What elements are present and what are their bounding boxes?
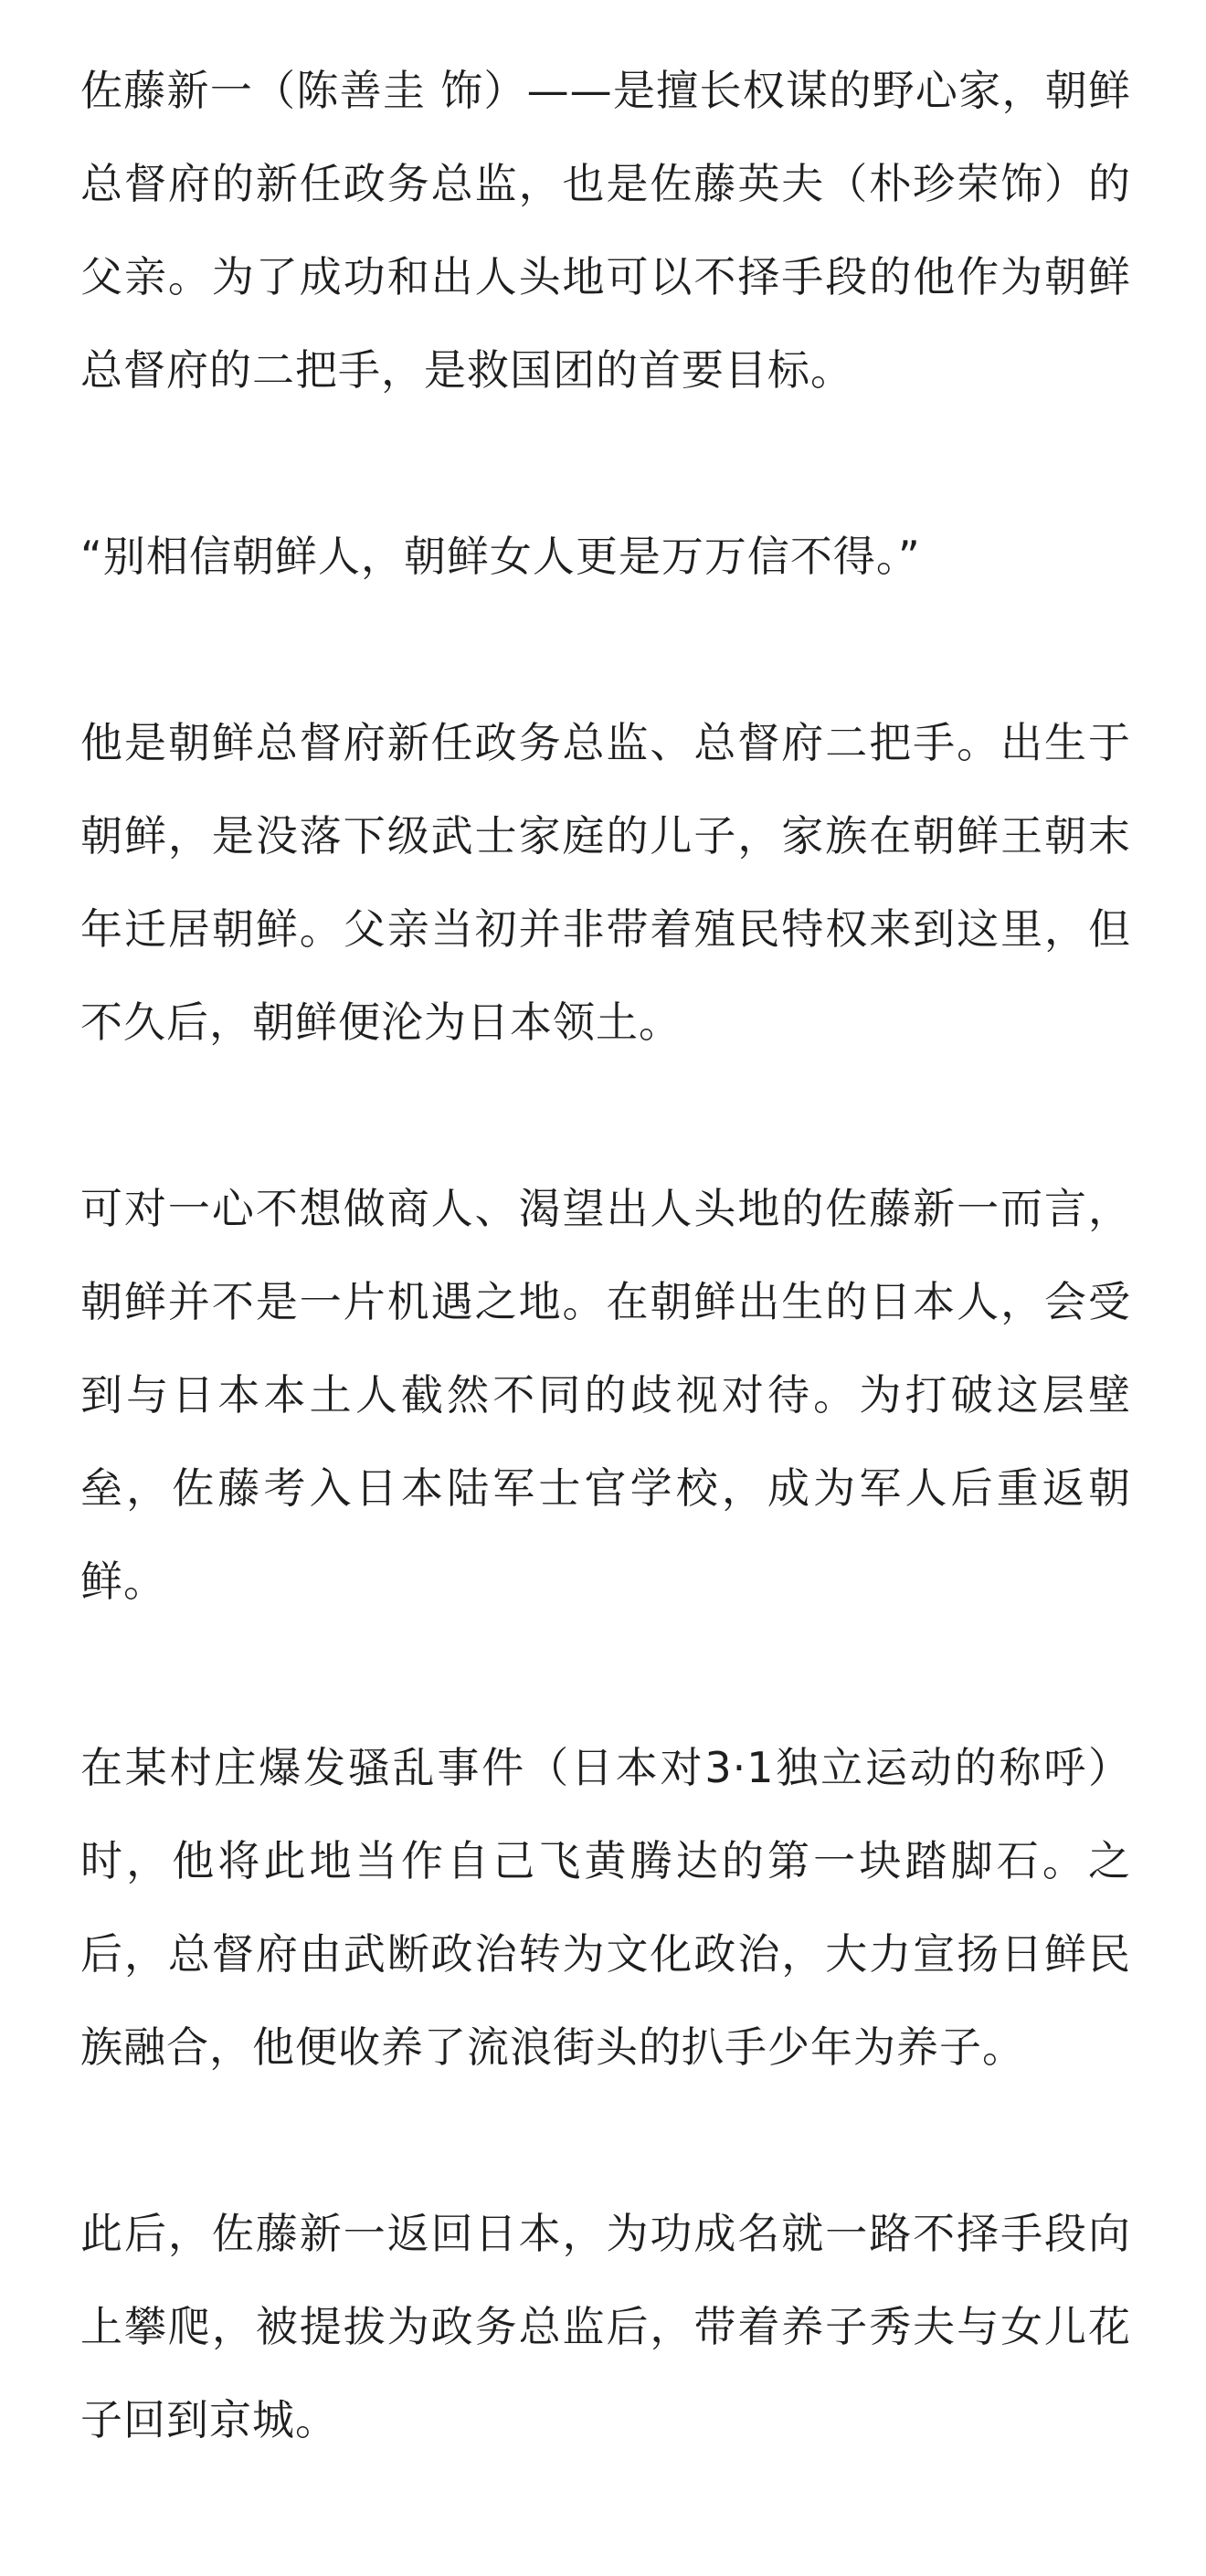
paragraph-intro: 佐藤新一（陈善圭 饰）——是擅长权谋的野心家，朝鲜总督府的新任政务总监，也是佐藤英夫（朴珍荣饰）的父亲。为了成功和出人头地可以不择手段的他作为朝鲜总督府的二把手，是救国团的首要目标。 — [80, 66, 1131, 395]
paragraph-ambition: 可对一心不想做商人、渴望出人头地的佐藤新一而言，朝鲜并不是一片机遇之地。在朝鲜出生的日本人，会受到与日本本土人截然不同的歧视对待。为打破这层壁垒，佐藤考入日本陆军士官学校，成为军人后重返朝鲜。 — [80, 1184, 1131, 1606]
paragraph-background: 他是朝鲜总督府新任政务总监、总督府二把手。出生于朝鲜，是没落下级武士家庭的儿子，家族在朝鲜王朝末年迁居朝鲜。父亲当初并非带着殖民特权来到这里，但不久后，朝鲜便沦为日本领土。 — [80, 718, 1131, 1047]
paragraph-quote: “别相信朝鲜人，朝鲜女人更是万万信不得。” — [80, 532, 921, 581]
paragraph-return: 此后，佐藤新一返回日本，为功成名就一路不择手段向上攀爬，被提拔为政务总监后，带着养子秀夫与女儿花子回到京城。 — [80, 2209, 1131, 2444]
article-body — [80, 44, 1131, 2466]
paragraph-rise: 在某村庄爆发骚乱事件（日本对3·1独立运动的称呼）时，他将此地当作自己飞黄腾达的第一块踏脚石。之后，总督府由武断政治转为文化政治，大力宣扬日鲜民族融合，他便收养了流浪街头的扒手少年为养子。 — [80, 1743, 1131, 2072]
